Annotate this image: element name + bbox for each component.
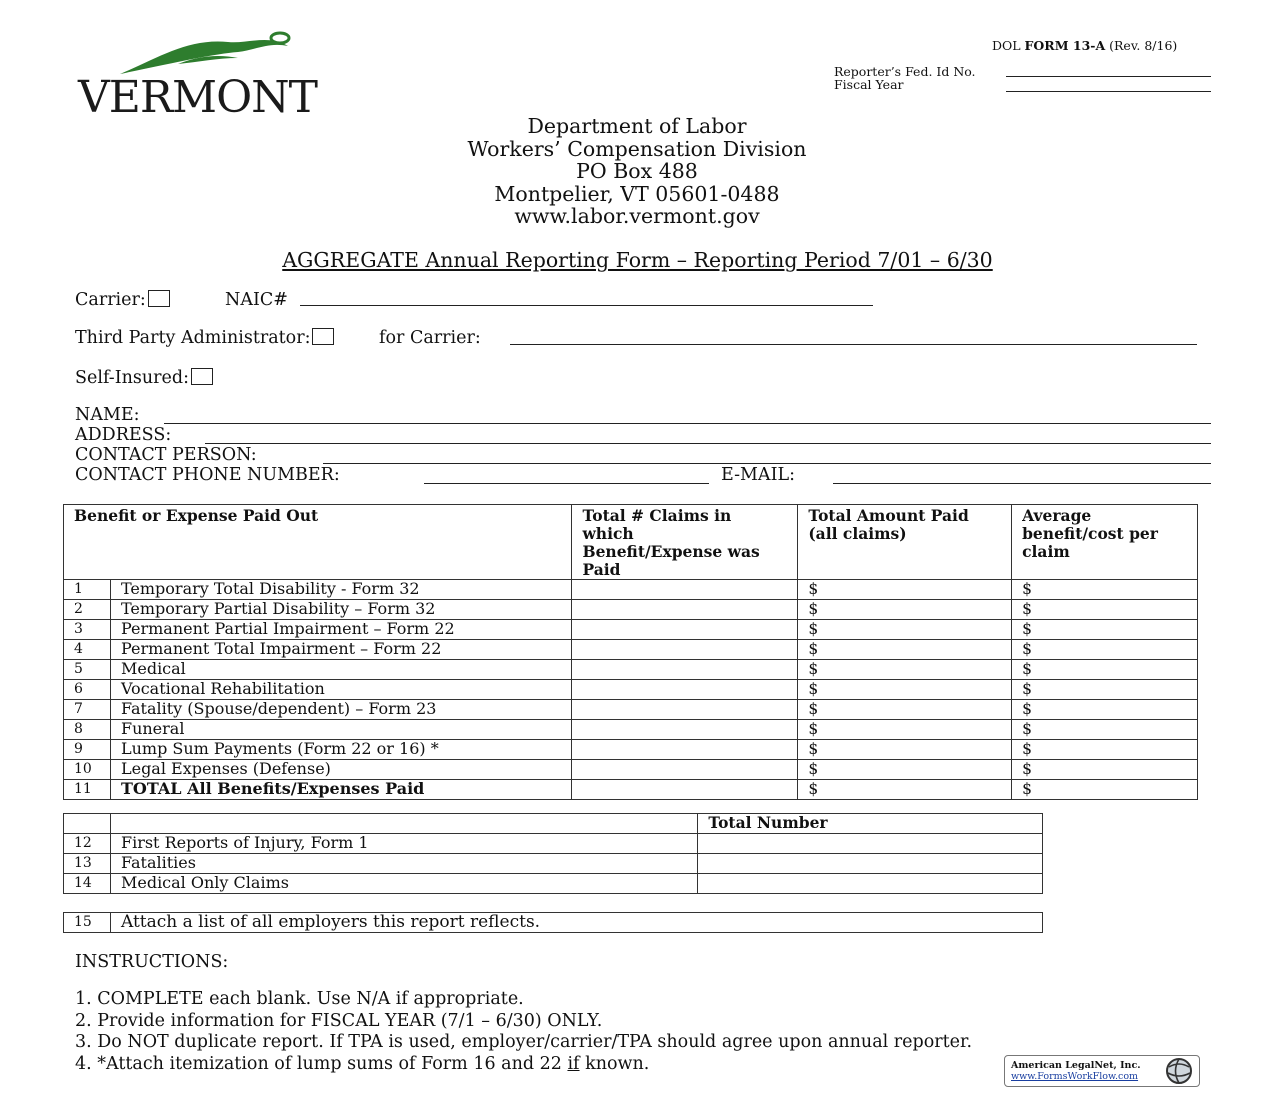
currency-symbol: $ — [1022, 580, 1032, 598]
address-label: ADDRESS: — [75, 425, 172, 445]
row-label: Temporary Total Disability - Form 32 — [110, 580, 572, 600]
tpa-row: Third Party Administrator: — [75, 328, 334, 348]
currency-symbol: $ — [808, 620, 819, 638]
fed-id-label: Reporter’s Fed. Id No. — [834, 64, 976, 79]
division-name: Workers’ Compensation Division — [467, 136, 807, 161]
name-label: NAME: — [75, 405, 140, 425]
currency-symbol: $ — [808, 680, 819, 698]
average-cost-field[interactable] — [1012, 780, 1198, 800]
fed-id-field[interactable] — [1006, 76, 1211, 77]
currency-symbol: $ — [808, 600, 819, 618]
benefit-row — [64, 700, 1198, 720]
row-number: 10 — [64, 760, 111, 780]
benefit-row — [64, 760, 1198, 780]
benefit-row — [64, 740, 1198, 760]
agency-name: Department of Labor — [527, 114, 747, 138]
average-cost-field[interactable] — [1012, 760, 1198, 780]
row-number: 11 — [64, 780, 111, 800]
email-label: E-MAIL: — [721, 465, 795, 485]
instruction-4: 4. *Attach itemization of lump sums of Form 16 and 22 if known. — [75, 1053, 650, 1074]
email-field[interactable] — [833, 483, 1211, 484]
form-number: FORM 13-A — [1024, 38, 1106, 53]
instruction-1: 1. COMPLETE each blank. Use N/A if appropriate. — [75, 989, 524, 1009]
benefits-table — [63, 504, 1198, 800]
form-title: AGGREGATE Annual Reporting Form – Reporting Period 7/01 – 6/30 — [282, 248, 993, 272]
benefit-row — [64, 580, 1198, 600]
average-column-header: Average benefit/cost per claim — [1012, 505, 1198, 580]
claims-count-field[interactable] — [572, 780, 798, 800]
total-amount-field[interactable] — [798, 580, 1012, 600]
contact-person-label: CONTACT PERSON: — [75, 445, 257, 465]
row-label: TOTAL All Benefits/Expenses Paid — [110, 780, 572, 800]
currency-symbol: $ — [808, 720, 819, 738]
total-amount-field[interactable] — [798, 640, 1012, 660]
total-amount-field[interactable] — [798, 660, 1012, 680]
row-number: 14 — [64, 874, 111, 894]
row-label: Vocational Rehabilitation — [110, 680, 572, 700]
claims-count-field[interactable] — [572, 600, 798, 620]
total-amount-field[interactable] — [798, 780, 1012, 800]
row-number: 6 — [64, 680, 111, 700]
currency-symbol: $ — [1022, 640, 1032, 658]
currency-symbol: $ — [808, 660, 819, 678]
instructions-title: INSTRUCTIONS: — [75, 952, 229, 972]
average-cost-field[interactable] — [1012, 580, 1198, 600]
claims-count-field[interactable] — [572, 680, 798, 700]
row-number: 7 — [64, 700, 111, 720]
fiscal-year-label: Fiscal Year — [834, 77, 904, 92]
benefit-row — [64, 680, 1198, 700]
city-state-zip: Montpelier, VT 05601-0488 — [494, 181, 780, 206]
average-cost-field[interactable] — [1012, 680, 1198, 700]
average-cost-field[interactable] — [1012, 740, 1198, 760]
currency-symbol: $ — [1022, 760, 1032, 778]
row-number: 15 — [64, 913, 111, 933]
claims-column-header: Total # Claims in which Benefit/Expense was Paid — [572, 505, 798, 580]
row-number: 9 — [64, 740, 111, 760]
instructions-list — [75, 990, 972, 1076]
average-cost-field[interactable] — [1012, 660, 1198, 680]
contact-person-field[interactable] — [323, 463, 1211, 464]
benefit-row — [64, 640, 1198, 660]
row-label: Attach a list of all employers this report reflects. — [110, 913, 1042, 933]
vermont-logo-text: VERMONT — [78, 72, 317, 123]
benefits-header-row — [64, 505, 1198, 580]
naic-field[interactable] — [300, 305, 873, 306]
address-field[interactable] — [205, 443, 1211, 444]
instruction-2: 2. Provide information for FISCAL YEAR (7/1 – 6/30) ONLY. — [75, 1010, 603, 1031]
total-amount-field[interactable] — [798, 620, 1012, 640]
naic-label: NAIC# — [225, 290, 288, 310]
count-row — [64, 834, 1043, 854]
carrier-row: Carrier: — [75, 290, 170, 310]
currency-symbol: $ — [1022, 620, 1032, 638]
amount-column-header: Total Amount Paid (all claims) — [798, 505, 1012, 580]
total-number-field[interactable] — [698, 854, 1043, 874]
globe-icon — [1162, 1057, 1196, 1085]
claims-count-field[interactable] — [572, 720, 798, 740]
benefit-row — [64, 780, 1198, 800]
currency-symbol: $ — [1022, 780, 1032, 798]
count-row — [64, 854, 1043, 874]
currency-symbol: $ — [1022, 680, 1032, 698]
form-id: DOL FORM 13-A (Rev. 8/16) — [992, 38, 1178, 53]
currency-symbol: $ — [808, 780, 819, 798]
benefit-row — [64, 620, 1198, 640]
row-number: 2 — [64, 600, 111, 620]
row-label: Medical — [110, 660, 572, 680]
total-amount-field[interactable] — [798, 680, 1012, 700]
claims-count-field[interactable] — [572, 700, 798, 720]
currency-symbol: $ — [1022, 660, 1032, 678]
website-link[interactable]: www.labor.vermont.gov — [514, 204, 760, 228]
contact-phone-field[interactable] — [424, 483, 709, 484]
badge-company: American LegalNet, Inc. — [1011, 1060, 1141, 1071]
row-label: Permanent Partial Impairment – Form 22 — [110, 620, 572, 640]
row-number: 12 — [64, 834, 111, 854]
average-cost-field[interactable] — [1012, 720, 1198, 740]
row-label: Fatality (Spouse/dependent) – Form 23 — [110, 700, 572, 720]
for-carrier-field[interactable] — [510, 344, 1197, 345]
currency-symbol: $ — [808, 760, 819, 778]
po-box: PO Box 488 — [576, 159, 698, 183]
row-number: 8 — [64, 720, 111, 740]
claims-count-field[interactable] — [572, 760, 798, 780]
attach-table — [63, 912, 1043, 933]
claims-count-field[interactable] — [572, 660, 798, 680]
for-carrier-label: for Carrier: — [379, 328, 481, 348]
claims-count-field[interactable] — [572, 640, 798, 660]
total-number-field[interactable] — [698, 834, 1043, 854]
row-label: Medical Only Claims — [110, 874, 697, 894]
carrier-checkbox[interactable] — [148, 290, 170, 307]
row-number: 13 — [64, 854, 111, 874]
currency-symbol: $ — [808, 740, 819, 758]
row-number: 1 — [64, 580, 111, 600]
row-label: Fatalities — [110, 854, 697, 874]
currency-symbol: $ — [808, 700, 819, 718]
tpa-checkbox[interactable] — [312, 328, 334, 345]
row-number: 5 — [64, 660, 111, 680]
benefit-row — [64, 600, 1198, 620]
row-label: Funeral — [110, 720, 572, 740]
currency-symbol: $ — [1022, 600, 1032, 618]
row-label: Temporary Partial Disability – Form 32 — [110, 600, 572, 620]
claims-count-field[interactable] — [572, 580, 798, 600]
total-number-header: Total Number — [698, 814, 1043, 834]
total-amount-field[interactable] — [798, 760, 1012, 780]
total-number-field[interactable] — [698, 874, 1043, 894]
count-row — [64, 874, 1043, 894]
row-label: Permanent Total Impairment – Form 22 — [110, 640, 572, 660]
claims-count-field[interactable] — [572, 620, 798, 640]
self-insured-checkbox[interactable] — [191, 368, 213, 385]
claims-count-field[interactable] — [572, 740, 798, 760]
average-cost-field[interactable] — [1012, 600, 1198, 620]
currency-symbol: $ — [1022, 700, 1032, 718]
row-label: First Reports of Injury, Form 1 — [110, 834, 697, 854]
benefit-row — [64, 660, 1198, 680]
row-number: 4 — [64, 640, 111, 660]
total-amount-field[interactable] — [798, 700, 1012, 720]
total-amount-field[interactable] — [798, 740, 1012, 760]
average-cost-field[interactable] — [1012, 700, 1198, 720]
currency-symbol: $ — [808, 580, 819, 598]
average-cost-field[interactable] — [1012, 620, 1198, 640]
instruction-3: 3. Do NOT duplicate report. If TPA is used, employer/carrier/TPA should agree upon annual reporter. — [75, 1032, 973, 1052]
benefit-row — [64, 720, 1198, 740]
total-amount-field[interactable] — [798, 600, 1012, 620]
self-insured-row: Self-Insured: — [75, 368, 213, 388]
row-label: Legal Expenses (Defense) — [110, 760, 572, 780]
counts-table — [63, 813, 1043, 894]
currency-symbol: $ — [808, 640, 819, 658]
fiscal-year-field[interactable] — [1006, 91, 1211, 92]
currency-symbol: $ — [1022, 720, 1032, 738]
counts-header-row — [64, 814, 1043, 834]
name-field[interactable] — [164, 423, 1211, 424]
currency-symbol: $ — [1022, 740, 1032, 758]
row-number: 3 — [64, 620, 111, 640]
attach-row — [64, 913, 1043, 933]
total-amount-field[interactable] — [798, 720, 1012, 740]
agency-address — [337, 115, 937, 228]
legalnet-badge[interactable] — [1004, 1055, 1200, 1087]
vermont-logo — [78, 28, 358, 123]
average-cost-field[interactable] — [1012, 640, 1198, 660]
benefit-column-header: Benefit or Expense Paid Out — [64, 505, 572, 580]
row-label: Lump Sum Payments (Form 22 or 16) * — [110, 740, 572, 760]
badge-url[interactable]: www.FormsWorkFlow.com — [1011, 1071, 1139, 1082]
contact-phone-label: CONTACT PHONE NUMBER: — [75, 465, 340, 485]
